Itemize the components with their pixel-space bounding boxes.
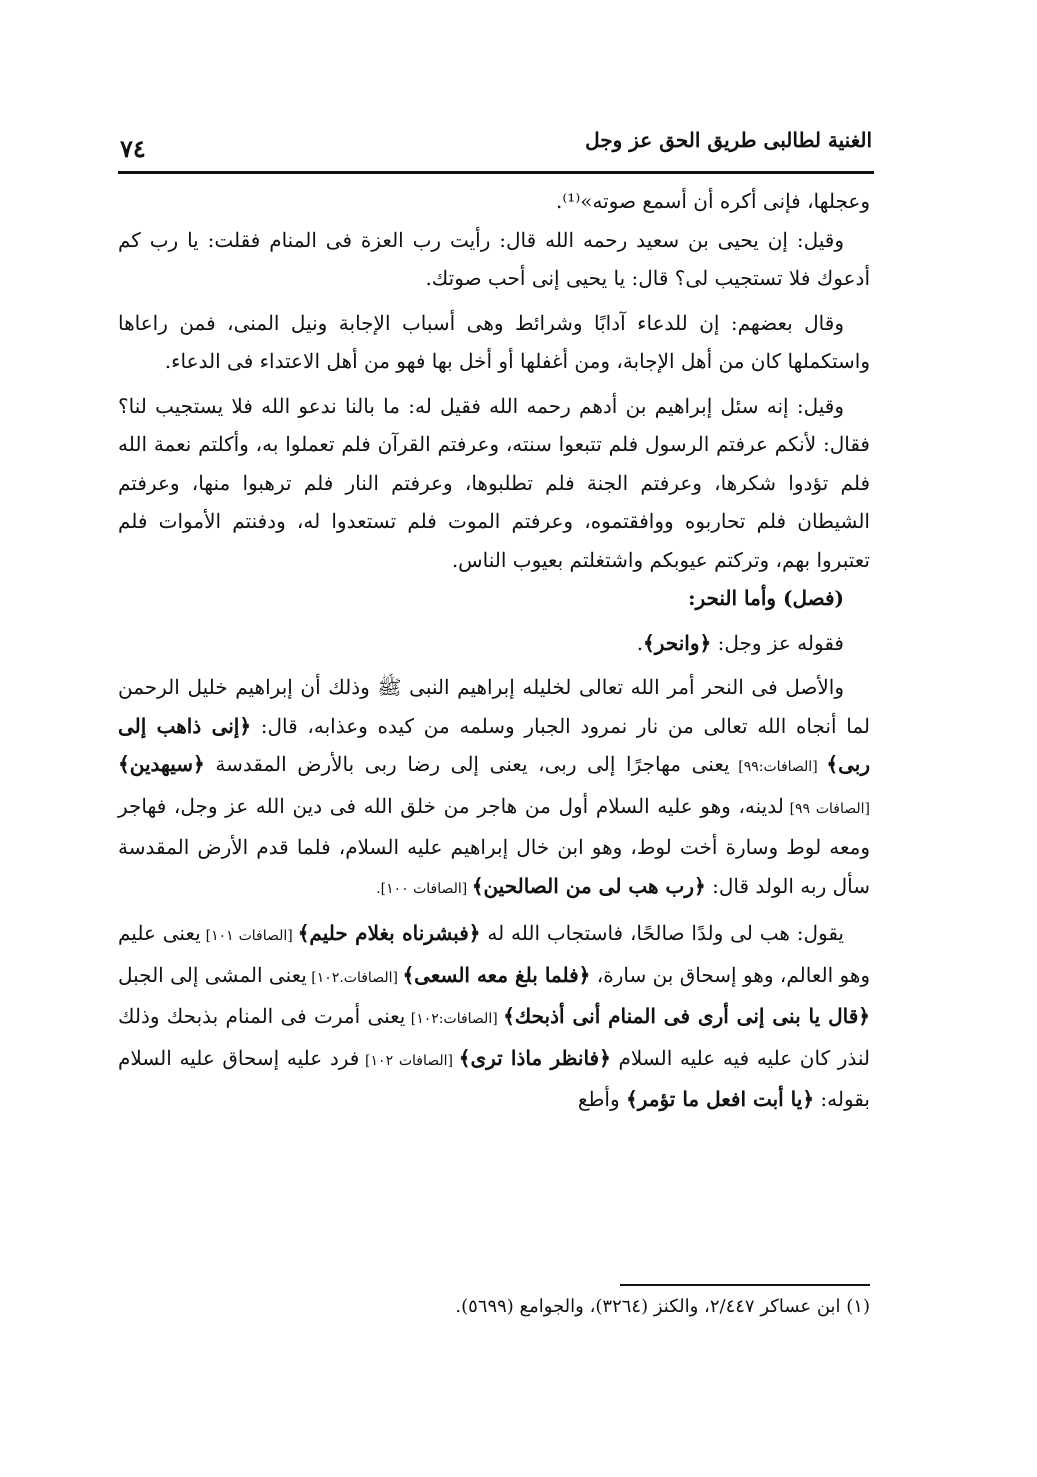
running-title: الغنية لطالبى طريق الحق عز وجل (585, 128, 872, 152)
quran-quote: ﴿وانحر﴾ (643, 630, 712, 655)
p6-text-a: والأصل فى النحر أمر الله تعالى لخليله إبراهيم النبى ﷺ وذلك أن إبراهيم خليل الرحمن لما أنجاه الله تعالى من نار نمرود الجبار وسلمه من كيده وعذابه، قال: (118, 675, 871, 738)
p7-text-f: وأطع (577, 1087, 626, 1111)
paragraph-4: وقيل: إنه سئل إبراهيم بن أدهم رحمه الله فقيل له: ما بالنا ندعو الله فلا يستجيب لنا؟ فقال: لأنكم عرفتم الرسول فلم تتبعوا سنته، وعرفتم القرآن فلم تعملوا به، وأكلتم نعمة الله فلم تؤدوا شكرها، وعرفتم الجنة فلم تطلبوها، وعرفتم النار فلم ترهبوا منها، وعرفتم الشيطان فلم تحاربوه ووافقتموه، وعرفتم الموت فلم تستعدوا له، ودفنتم الأموات فلم تعتبروا بهم، وتركتم عيوبكم واشتغلتم بعيوب الناس. (118, 393, 870, 572)
p7-text-b: يعنى عليم وهو العالم، وهو إسحاق بن سارة، (118, 921, 871, 987)
footnote-rule (620, 1284, 870, 1286)
quran-quote: ﴿سيهدين﴾ (118, 752, 205, 776)
paragraph-3: وقال بعضهم: إن للدعاء آدابًا وشرائط وهى أسباب الإجابة ونيل المنى، فمن راعاها واستكملها كان من أهل الإجابة، ومن أغفلها أو أخل بها فهو من أهل الاعتداء فى الدعاء. (118, 310, 870, 373)
p6-text-b: يعنى مهاجرًا إلى ربى، يعنى إلى رضا ربى بالأرض المقدسة (204, 752, 730, 776)
footnote: (١) ابن عساكر ٢/٤٤٧، والكنز (٣٢٦٤)، والجوامع (٥٦٩٩). (455, 1296, 870, 1317)
quran-citation: [الصافات ٩٩] (783, 800, 870, 817)
p5-end: . (636, 630, 644, 655)
quran-quote: ﴿إنى ذاهب إلى ربى﴾ (118, 713, 870, 776)
section-heading: (فصل) وأما النحر: (688, 586, 844, 610)
header-rule (118, 171, 874, 174)
quran-citation: [الصافات ١٠٢] (359, 1052, 459, 1069)
quran-quote: ﴿فبشرناه بغلام حليم﴾ (297, 921, 481, 945)
quran-quote: ﴿رب هب لى من الصالحين﴾ (471, 873, 706, 898)
p7-text-c: يعنى المشى إلى الجبل (118, 962, 307, 987)
quran-citation: [الصافات ١٠١] (200, 928, 298, 944)
quran-quote: ﴿يا أبت افعل ما تؤمر﴾ (625, 1087, 815, 1111)
quran-citation: [الصافات ١٠٠]. (376, 880, 472, 897)
paragraph-1: وعجلها، فإنى أكره أن أسمع صوته»⁽¹⁾. (556, 189, 870, 213)
p7-text-d: يعنى أمرت فى المنام بذبحك وذلك لنذر كان عليه فيه عليه السلام (118, 1004, 871, 1070)
quran-quote: ﴿قال يا بنى إنى أرى فى المنام أنى أذبحك﴾ (503, 1004, 870, 1028)
page-number: ٧٤ (120, 134, 146, 163)
quran-citation: [الصافات:٩٩] (729, 759, 827, 775)
paragraph-6 (118, 668, 870, 908)
paragraph-2: وقيل: إن يحيى بن سعيد رحمه الله قال: رأيت رب العزة فى المنام فقلت: يا رب كم أدعوك فلا تستجيب لى؟ قال: يا يحيى إنى أحب صوتك. (118, 227, 870, 290)
main-text (118, 182, 870, 1119)
quran-quote: ﴿فلما بلغ معه السعى﴾ (402, 962, 591, 987)
p6-text-c: لدينه، وهو عليه السلام أول من هاجر من خلق الله فى دين الله عز وجل، فهاجر ومعه لوط وسارة أخت لوط، وهو ابن خال إبراهيم عليه السلام، فلما قدم الأرض المقدسة سأل ربه الولد قال: (118, 793, 870, 898)
paragraph-5 (118, 624, 870, 663)
paragraph-7 (118, 914, 870, 1119)
page-header (120, 128, 872, 172)
p7-text-e: فرد عليه إسحاق عليه السلام بقوله: (118, 1045, 870, 1111)
quran-citation: [الصافات.١٠٢] (306, 969, 403, 986)
quran-quote: ﴿فانظر ماذا ترى﴾ (458, 1045, 611, 1070)
p7-text-a: يقول: هب لى ولدًا صالحًا، فاستجاب الله له (480, 921, 845, 945)
quran-citation: [الصافات:١٠٢] (405, 1011, 504, 1027)
p5-lead: فقوله عز وجل: (711, 630, 844, 655)
